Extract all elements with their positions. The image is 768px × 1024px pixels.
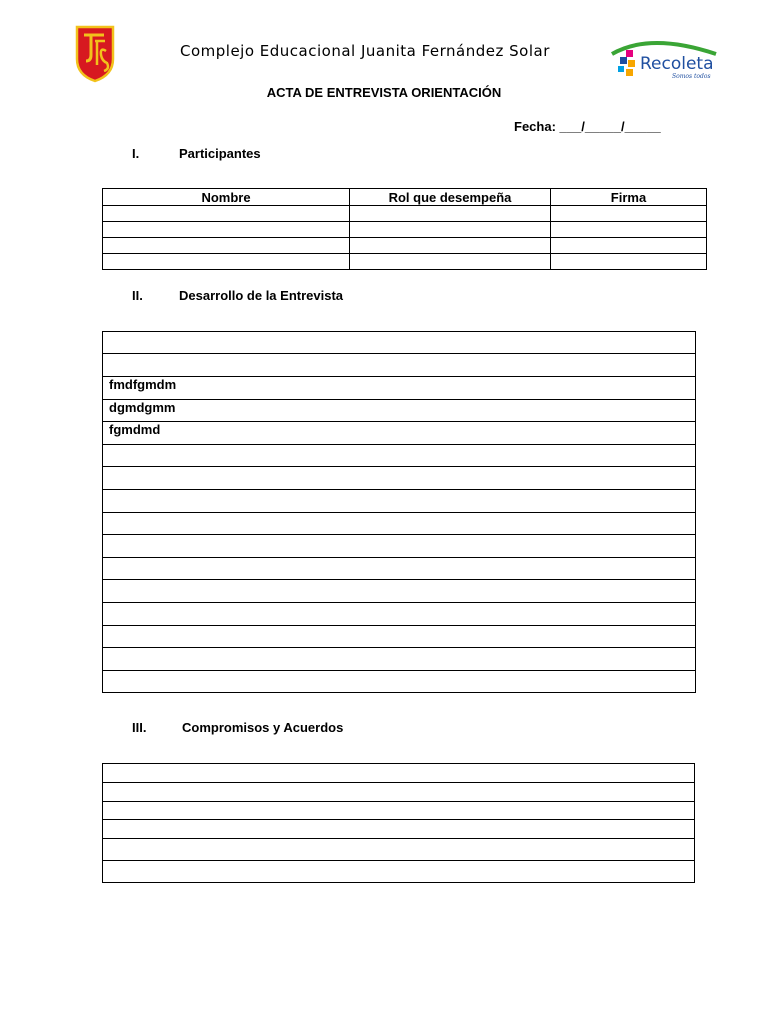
development-line[interactable] [103,535,695,558]
table-row [103,238,707,254]
development-line[interactable] [103,354,695,377]
commitments-line[interactable] [103,861,694,882]
participant-signature-cell[interactable] [551,222,707,238]
commitments-line[interactable] [103,820,694,839]
date-field[interactable]: Fecha: ___/_____/_____ [514,119,661,134]
participant-role-cell[interactable] [350,254,551,270]
section-1-number: I. [132,146,140,161]
commitments-line[interactable] [103,839,694,861]
participant-signature-cell[interactable] [551,206,707,222]
development-lines-box [102,331,696,693]
document-title: ACTA DE ENTREVISTA ORIENTACIÓN [266,85,502,100]
participants-header-row [103,189,707,206]
development-line[interactable] [103,445,695,467]
development-line[interactable]: fmdfgmdm [103,377,695,400]
section-1-title: Participantes [179,146,261,161]
recoleta-municipality-logo [610,36,720,82]
recoleta-logo-text: Recoleta [640,54,714,74]
participant-name-cell[interactable] [103,238,350,254]
participant-signature-cell[interactable] [551,254,707,270]
section-3-title: Compromisos y Acuerdos [182,720,344,735]
school-name: Complejo Educacional Juanita Fernández Solar [180,42,550,60]
column-header-name: Nombre [103,189,350,206]
development-line[interactable] [103,467,695,490]
development-line[interactable] [103,332,695,354]
table-row [103,254,707,270]
development-line[interactable]: dgmdgmm [103,400,695,422]
school-crest-logo [74,25,116,83]
section-2-number: II. [132,288,143,303]
commitments-lines-box [102,763,695,883]
commitments-line[interactable] [103,764,694,783]
development-line[interactable] [103,648,695,671]
section-2-title: Desarrollo de la Entrevista [179,288,344,303]
participant-name-cell[interactable] [103,254,350,270]
commitments-line[interactable] [103,802,694,820]
development-line[interactable]: fgmdmd [103,422,695,445]
participant-role-cell[interactable] [350,238,551,254]
participant-role-cell[interactable] [350,222,551,238]
participants-table [102,188,707,270]
development-line[interactable] [103,671,695,694]
development-line[interactable] [103,603,695,626]
participant-name-cell[interactable] [103,206,350,222]
table-row [103,206,707,222]
participant-name-cell[interactable] [103,222,350,238]
development-line[interactable] [103,580,695,603]
commitments-line[interactable] [103,783,694,802]
development-line[interactable] [103,513,695,535]
table-row [103,222,707,238]
participant-role-cell[interactable] [350,206,551,222]
recoleta-logo-tagline: Somos todos [672,73,711,80]
participant-signature-cell[interactable] [551,238,707,254]
column-header-role: Rol que desempeña [350,189,551,206]
development-line[interactable] [103,490,695,513]
development-line[interactable] [103,626,695,648]
column-header-signature: Firma [551,189,707,206]
section-3-number: III. [132,720,147,735]
development-line[interactable] [103,558,695,580]
